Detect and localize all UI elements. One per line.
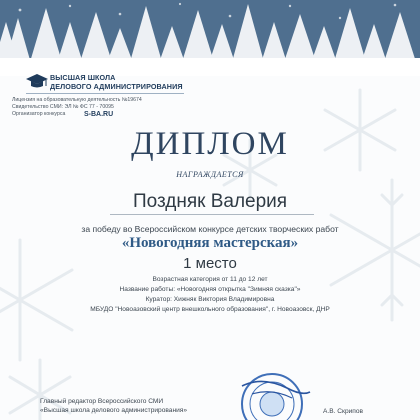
org-name-line-2: ДЕЛОВОГО АДМИНИСТРИРОВАНИЯ: [50, 82, 183, 91]
signature-role-line-1: Главный редактор Всероссийского СМИ: [40, 398, 164, 405]
work-title: Название работы: «Новогодняя открытка "Зимняя сказка"»: [119, 286, 301, 293]
curator: Куратор: Хижняк Виктория Владимировна: [145, 296, 275, 303]
winter-forest-banner: [0, 0, 420, 76]
diploma-title: ДИПЛОМ: [131, 126, 289, 162]
official-stamp: [232, 366, 312, 420]
award-reason: за победу во Всероссийском конкурсе детских творческих работ: [81, 224, 339, 234]
organizer-label: Организатор конкурса: [12, 111, 66, 117]
graduation-cap-icon: [26, 72, 48, 90]
place: 1 место: [183, 255, 237, 272]
institution: МБУДО "Новоазовский центр внешкольного образования", г. Новоазовск, ДНР: [90, 306, 330, 313]
recipient-name: Поздняк Валерия: [132, 191, 288, 212]
age-category: Возрастная категория от 11 до 12 лет: [152, 276, 268, 283]
license-text: Лицензия на образовательную деятельность №19674: [12, 97, 142, 103]
awarded-label: НАГРАЖДАЕТСЯ: [176, 170, 244, 179]
contest-name: «Новогодняя мастерская»: [121, 235, 299, 251]
signature-role-line-2: «Высшая школа делового администрирования»: [40, 407, 188, 414]
media-certificate: Свидетельство СМИ: ЭЛ № ФС 77 - 70095: [12, 104, 114, 110]
name-underline: [110, 214, 314, 215]
org-name-line-1: ВЫСШАЯ ШКОЛА: [50, 73, 116, 82]
logo-divider: [26, 93, 184, 94]
organizer-site: S-BA.RU: [84, 111, 114, 118]
signer-name: А.В. Скрипов: [323, 408, 364, 415]
